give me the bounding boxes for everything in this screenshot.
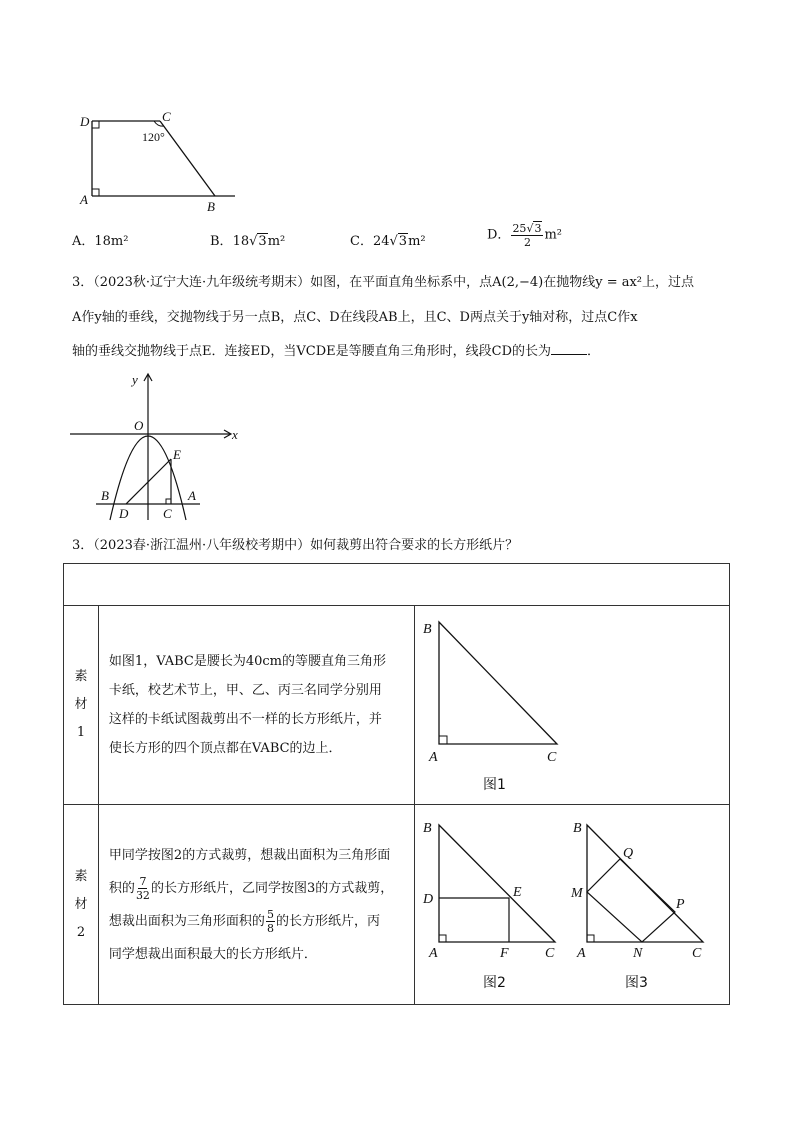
parabola-figure xyxy=(68,370,253,525)
label-a: A xyxy=(429,750,438,765)
label-d: D xyxy=(80,114,90,129)
material2-label xyxy=(64,863,98,947)
label-c: C xyxy=(162,109,171,124)
right-angle-d xyxy=(92,121,99,128)
option-b-unit: m² xyxy=(267,234,286,249)
material2-line1: 甲同学按图2的方式裁剪，想裁出面积为三角形面 xyxy=(108,847,391,863)
label-a: A xyxy=(188,488,196,503)
material1-figure-cell xyxy=(415,606,730,805)
label-n-fig3: N xyxy=(633,946,643,961)
right-angle-a xyxy=(439,736,447,744)
label-m-fig3: M xyxy=(571,886,583,901)
label-a-fig2: A xyxy=(429,946,438,961)
question3a-line3-text: 轴的垂线交抛物线于点E．连接ED，当VCDE是等腰直角三角形时，线段CD的长为 xyxy=(72,344,552,359)
frac-num: 5 xyxy=(266,907,274,921)
option-c[interactable] xyxy=(350,232,426,252)
option-b-letter: B． xyxy=(210,234,233,249)
material1-line: 卡纸，校艺术节上，甲、乙、丙三名同学分别用 xyxy=(108,683,382,698)
label-a: A xyxy=(80,192,88,207)
material2-label-char: 材 xyxy=(74,896,88,912)
material1-label-char: 1 xyxy=(76,725,86,740)
caption-figure2: 图2 xyxy=(483,975,506,991)
sqrt-sign: √ xyxy=(526,222,534,235)
figure1 xyxy=(415,606,729,800)
frac-den: 2 xyxy=(523,236,531,249)
material1-line: 这样的卡纸试图裁剪出不一样的长方形纸片，并 xyxy=(108,712,382,727)
sqrt-sign: √ xyxy=(389,234,398,249)
frac-num: 7 xyxy=(139,874,147,888)
question3a-line1: 3．（2023秋·辽宁大连·九年级统考期末）如图，在平面直角坐标系中，点A(2,−4)在抛物线y = ax²上，过点 xyxy=(72,275,695,290)
option-d-unit: m² xyxy=(544,227,562,243)
table-header-row xyxy=(64,564,730,606)
label-a-fig3: A xyxy=(577,946,586,961)
label-angle: 120° xyxy=(142,130,165,144)
label-b: B xyxy=(207,199,215,214)
material2-line3 xyxy=(109,905,414,938)
triangle-fig2 xyxy=(439,825,555,942)
label-x: x xyxy=(232,427,238,442)
material1-label-char: 素 xyxy=(74,669,88,684)
label-o: O xyxy=(134,418,144,433)
material1-label xyxy=(64,663,98,747)
line-cb xyxy=(160,121,215,196)
material2-label-char: 2 xyxy=(76,924,86,940)
frac-num-rad: 3 xyxy=(534,222,542,235)
option-b-coef: 18 xyxy=(232,234,250,249)
right-angle-c xyxy=(166,499,171,504)
material2-text xyxy=(99,839,414,971)
material2-line2-pre: 积的 xyxy=(108,880,135,896)
option-d-letter: D． xyxy=(487,227,511,243)
material1-line: 如图1，VABC是腰长为40cm的等腰直角三角形 xyxy=(108,654,386,669)
question3a-line2: A作y轴的垂线，交抛物线于另一点B，点C、D在线段AB上，且C、D两点关于y轴对称，过点C作x xyxy=(72,310,638,325)
frac-num xyxy=(511,222,543,236)
frac-den: 8 xyxy=(266,921,274,935)
option-a[interactable] xyxy=(72,232,128,252)
material2-text-cell xyxy=(98,805,414,1005)
question3b-line: 3．（2023春·浙江温州·八年级校考期中）如何裁剪出符合要求的长方形纸片？ xyxy=(72,538,519,553)
label-e-fig2: E xyxy=(513,885,522,900)
label-p-fig3: P xyxy=(676,897,685,912)
trapezoid-figure xyxy=(70,105,245,215)
label-b: B xyxy=(101,488,109,503)
caption-figure3: 图3 xyxy=(625,975,648,991)
option-d-fraction xyxy=(511,222,543,249)
option-d[interactable] xyxy=(487,222,562,249)
material2-line2-post: 的长方形纸片，乙同学按图3的方式裁剪， xyxy=(150,880,394,896)
label-y: y xyxy=(132,372,138,387)
caption-figure1: 图1 xyxy=(483,777,506,793)
option-a-value: 18m² xyxy=(94,234,129,249)
material1-label-cell xyxy=(64,606,99,805)
right-angle-a-fig2 xyxy=(439,935,446,942)
material2-line3-post: 的长方形纸片，丙 xyxy=(275,913,380,929)
material1-line: 使长方形的四个顶点都在VABC的边上． xyxy=(108,741,342,756)
right-angle-a-fig3 xyxy=(587,935,594,942)
label-c: C xyxy=(163,506,172,521)
material2-line2 xyxy=(109,872,414,905)
sqrt-sign: √ xyxy=(249,234,258,249)
label-e: E xyxy=(173,447,181,462)
label-c-fig3: C xyxy=(692,946,702,961)
material2-row xyxy=(64,805,730,1005)
option-c-unit: m² xyxy=(408,234,426,249)
materials-table xyxy=(63,563,730,1005)
frac-den: 32 xyxy=(135,888,150,902)
label-b-fig2: B xyxy=(423,821,432,836)
option-c-coef: 24 xyxy=(372,234,390,249)
triangle-abc xyxy=(439,622,557,744)
table-header-cell xyxy=(64,564,730,606)
option-b-rad: 3 xyxy=(258,234,267,249)
question3a-line3-end: ． xyxy=(587,344,601,359)
label-d: D xyxy=(119,506,129,521)
label-d-fig2: D xyxy=(423,892,434,907)
option-c-rad: 3 xyxy=(398,234,408,249)
label-b-fig3: B xyxy=(573,821,582,836)
material1-label-char: 材 xyxy=(74,697,88,712)
label-c: C xyxy=(547,750,557,765)
material1-text xyxy=(99,647,414,763)
option-c-letter: C． xyxy=(350,234,373,249)
material2-figure-cell xyxy=(415,805,730,1005)
material2-label-cell xyxy=(64,805,99,1005)
fraction-5-8 xyxy=(266,908,275,935)
question3a-line3 xyxy=(72,340,600,362)
right-angle-a xyxy=(92,189,99,196)
figures-2-3 xyxy=(415,805,729,1000)
option-a-letter: A． xyxy=(72,234,95,249)
label-q-fig3: Q xyxy=(623,846,634,861)
material2-line3-pre: 想裁出面积为三角形面积的 xyxy=(108,913,265,929)
label-b: B xyxy=(423,622,432,637)
rectangle-adef xyxy=(439,898,509,942)
label-f-fig2: F xyxy=(500,946,509,961)
fraction-7-32 xyxy=(136,875,150,902)
answer-blank[interactable] xyxy=(551,340,587,355)
label-c-fig2: C xyxy=(545,946,555,961)
option-b[interactable] xyxy=(210,232,285,252)
material2-line4: 同学想裁出面积最大的长方形纸片． xyxy=(108,946,317,962)
material1-text-cell xyxy=(98,606,414,805)
frac-num-coef: 25 xyxy=(512,222,527,235)
material2-label-char: 素 xyxy=(74,868,88,884)
material1-row xyxy=(64,606,730,805)
